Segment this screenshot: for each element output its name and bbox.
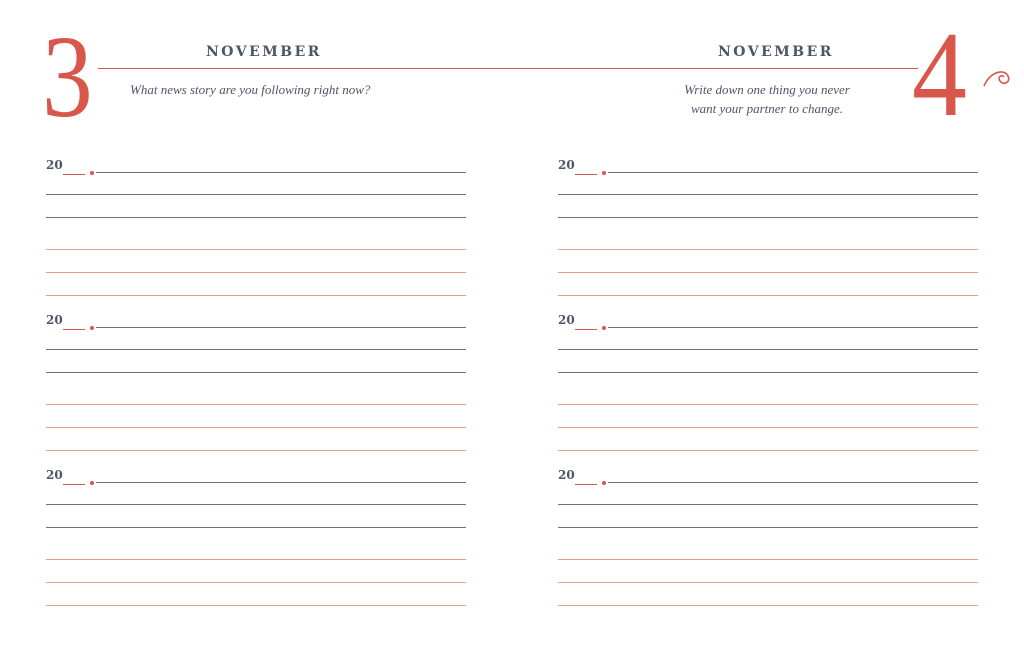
entry-block [558, 158, 978, 316]
writing-line[interactable] [558, 605, 978, 606]
year-prefix: 20 [46, 468, 63, 482]
writing-line[interactable] [558, 504, 978, 505]
writing-line[interactable] [46, 217, 466, 218]
bullet-dot [90, 481, 94, 485]
year-prefix: 20 [46, 158, 63, 172]
writing-line[interactable] [558, 217, 978, 218]
header-rule [512, 68, 918, 69]
writing-line[interactable] [96, 327, 466, 328]
writing-line[interactable] [608, 327, 978, 328]
year-prefix: 20 [558, 158, 575, 172]
writing-line[interactable] [96, 172, 466, 173]
writing-line[interactable] [558, 194, 978, 195]
writing-line[interactable] [558, 404, 978, 405]
month-heading: NOVEMBER [718, 44, 834, 60]
writing-line[interactable] [608, 172, 978, 173]
bullet-dot [602, 171, 606, 175]
writing-line[interactable] [46, 295, 466, 296]
year-blank[interactable] [63, 174, 85, 175]
writing-line[interactable] [46, 404, 466, 405]
entry-block [46, 468, 466, 626]
journal-prompt [662, 80, 872, 118]
writing-line[interactable] [46, 450, 466, 451]
year-blank[interactable] [575, 174, 597, 175]
year-prefix: 20 [558, 313, 575, 327]
writing-line[interactable] [558, 582, 978, 583]
flourish-icon [982, 66, 1012, 92]
year-blank[interactable] [63, 329, 85, 330]
bullet-dot [602, 481, 606, 485]
writing-line[interactable] [558, 295, 978, 296]
right-page [512, 0, 1024, 652]
writing-line[interactable] [46, 559, 466, 560]
year-prefix: 20 [558, 468, 575, 482]
writing-line[interactable] [558, 249, 978, 250]
writing-line[interactable] [46, 372, 466, 373]
writing-line[interactable] [558, 559, 978, 560]
writing-line[interactable] [46, 527, 466, 528]
entry-block [558, 468, 978, 626]
prompt-line: want your partner to change. [690, 101, 843, 116]
writing-line[interactable] [46, 504, 466, 505]
journal-prompt: What news story are you following right now? [130, 82, 371, 97]
writing-line[interactable] [46, 427, 466, 428]
entry-block [46, 313, 466, 471]
writing-line[interactable] [46, 605, 466, 606]
bullet-dot [90, 326, 94, 330]
prompt-line: Write down one thing you never [684, 82, 850, 97]
header-rule [98, 68, 512, 69]
writing-line[interactable] [558, 372, 978, 373]
bullet-dot [90, 171, 94, 175]
entry-block [558, 313, 978, 471]
writing-line[interactable] [46, 349, 466, 350]
writing-line[interactable] [558, 349, 978, 350]
writing-line[interactable] [96, 482, 466, 483]
writing-line[interactable] [46, 194, 466, 195]
writing-line[interactable] [558, 427, 978, 428]
bullet-dot [602, 326, 606, 330]
day-number: 3 [42, 11, 93, 142]
year-blank[interactable] [575, 329, 597, 330]
writing-line[interactable] [608, 482, 978, 483]
year-blank[interactable] [63, 484, 85, 485]
year-prefix: 20 [46, 313, 63, 327]
writing-line[interactable] [558, 450, 978, 451]
month-heading: NOVEMBER [206, 44, 322, 60]
writing-line[interactable] [46, 582, 466, 583]
writing-line[interactable] [558, 272, 978, 273]
day-number: 4 [912, 7, 967, 142]
writing-line[interactable] [558, 527, 978, 528]
writing-line[interactable] [46, 272, 466, 273]
writing-line[interactable] [46, 249, 466, 250]
year-blank[interactable] [575, 484, 597, 485]
entry-block [46, 158, 466, 316]
